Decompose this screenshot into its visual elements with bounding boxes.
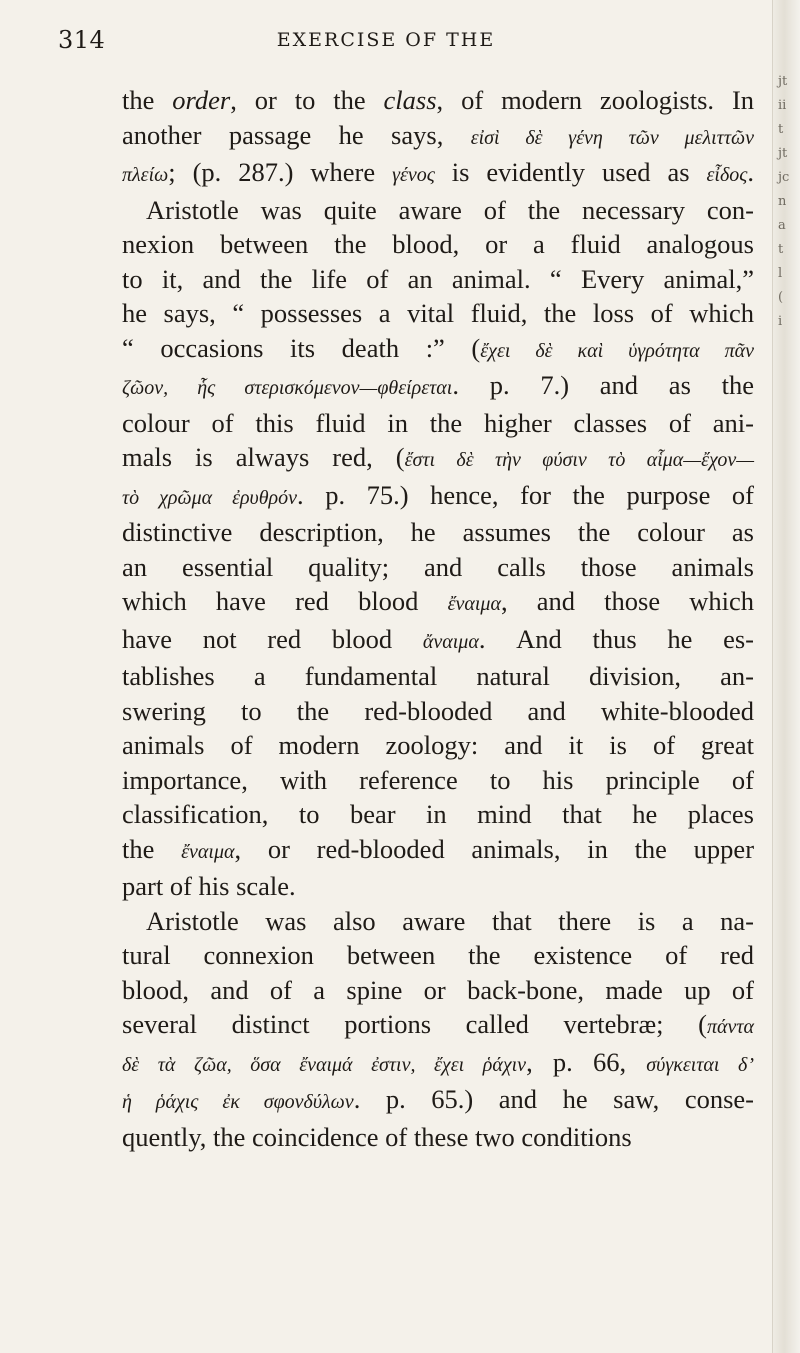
text-line: swering to the red-blooded and white-blooded: [122, 695, 754, 726]
fragment: jt: [778, 146, 788, 161]
text-line: colour of this fluid in the higher classes of ani-: [122, 407, 754, 438]
greek-quote: ἔστι δὲ τὴν φύσιν τὸ αἷμα—ἔχον—: [404, 449, 754, 471]
text-line: an essential quality; and calls those animals: [122, 551, 754, 582]
page-number: 314: [58, 26, 106, 54]
running-head: EXERCISE OF THE: [276, 29, 496, 51]
paragraph-start: Aristotle was quite aware of the necessary con-: [146, 194, 754, 225]
text-line: several distinct portions called vertebræ; (πάντα: [122, 1009, 754, 1039]
text-line: πλείω; (p. 287.) where γένος is evidently used as εἶδος.: [122, 157, 755, 187]
greek-word: ἔναιμα: [181, 840, 235, 863]
text-line: which have red blood ἔναιμα, and those which: [122, 586, 754, 616]
greek-quote: εἰσὶ δὲ γένη τῶν μελιττῶν: [470, 126, 754, 149]
text-line: τὸ χρῶμα ἐρυθρόν. p. 75.) hence, for the purpose of: [122, 479, 754, 510]
greek-quote: τὸ χρῶμα ἐρυθρόν: [122, 486, 298, 509]
greek-word: γένος: [392, 164, 435, 186]
greek-quote: δὲ τὰ ζῶα, ὅσα ἔναιμά ἐστιν, ἔχει ῥάχιν: [122, 1053, 527, 1076]
text-line: tablishes a fundamental natural division, an-: [122, 661, 754, 691]
text-line: mals is always red, (ἔστι δὲ τὴν φύσιν τὸ αἷμα—ἔχον—: [122, 442, 754, 472]
facing-page-fragments: [778, 70, 798, 334]
fragment: ii: [778, 98, 787, 113]
fragment: a: [778, 218, 786, 233]
greek-word: εἶδος: [706, 164, 748, 186]
greek-quote: σύγκειται δ’: [646, 1053, 755, 1076]
greek-word: πλείω: [122, 164, 169, 186]
fragment: t: [778, 122, 784, 137]
text-line: quently, the coincidence of these two conditions: [122, 1121, 632, 1152]
text-line: animals of modern zoology: and it is of great: [122, 730, 754, 760]
fragment: l: [778, 266, 783, 281]
fragment: n: [778, 194, 787, 209]
text-line: distinctive description, he assumes the colour as: [122, 517, 754, 547]
text-line: to it, and the life of an animal. “ Every animal,”: [122, 263, 754, 294]
greek-quote: ἡ ῥάχις ἐκ σφονδύλων: [122, 1091, 354, 1113]
text-line: he says, “ possesses a vital fluid, the loss of which: [122, 298, 754, 328]
text-line: δὲ τὰ ζῶα, ὅσα ἔναιμά ἐστιν, ἔχει ῥάχιν, p. 66, σύγκειται δ’: [122, 1046, 755, 1077]
fragment: t: [778, 242, 784, 257]
text-line: the ἔναιμα, or red-blooded animals, in the upper: [122, 833, 755, 864]
text-line: tural connexion between the existence of red: [122, 940, 754, 970]
fragment: (: [778, 290, 784, 305]
fragment: jc: [778, 170, 790, 185]
greek-quote: ζῶον, ἧς στερισκόμενον—φθείρεται: [122, 377, 453, 399]
text-line: another passage he says, εἰσὶ δὲ γένη τῶν μελιττῶν: [122, 119, 754, 150]
text-line: classification, to bear in mind that he places: [122, 799, 754, 829]
body-text: [122, 83, 754, 1154]
text-line: “ occasions its death :” (ἔχει δὲ καὶ ὑγρότητα πᾶν: [122, 332, 754, 363]
greek-word: πάντα: [706, 1016, 754, 1038]
page-header: [0, 26, 772, 56]
text-line: blood, and of a spine or back-bone, made up of: [122, 974, 754, 1005]
greek-word: ἔναιμα: [447, 593, 501, 615]
text-line: nexion between the blood, or a fluid analogous: [122, 229, 754, 259]
text-line: have not red blood ἄναιμα. And thus he es-: [122, 623, 754, 654]
text-line: the order, or to the class, of modern zoologists. In: [122, 85, 755, 115]
fragment: i: [778, 314, 783, 329]
greek-word: ἄναιμα: [422, 630, 479, 653]
fragment: jt: [778, 74, 788, 89]
greek-quote: ἔχει δὲ καὶ ὑγρότητα πᾶν: [480, 339, 754, 362]
text-line: ἡ ῥάχις ἐκ σφονδύλων. p. 65.) and he saw, conse-: [122, 1084, 754, 1114]
text-line: part of his scale.: [122, 871, 296, 901]
text-line: ζῶον, ἧς στερισκόμενον—φθείρεται. p. 7.) and as the: [122, 370, 754, 400]
paragraph-start: Aristotle was also aware that there is a na-: [146, 905, 754, 936]
text-line: importance, with reference to his principle of: [122, 764, 754, 795]
